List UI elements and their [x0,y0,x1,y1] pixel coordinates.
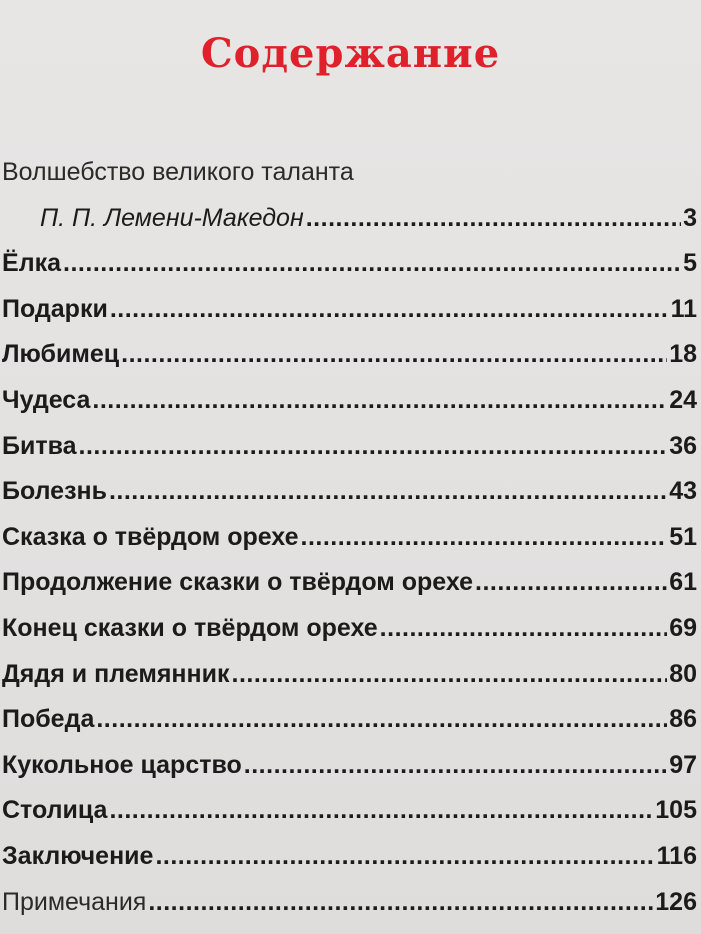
leader-dots [380,614,668,643]
toc-entry[interactable] [0,415,701,461]
toc-entry-label: Битва [2,431,77,460]
toc-entry[interactable] [0,324,701,370]
toc-page-number: 3 [683,203,697,232]
toc-notes[interactable] [0,871,701,917]
toc-entry[interactable] [0,689,701,735]
toc-entry[interactable] [0,552,701,598]
toc-entry[interactable] [0,369,701,415]
toc-page-number: 116 [656,841,697,870]
toc-entry[interactable] [0,461,701,507]
table-of-contents [0,147,701,917]
toc-entry-label: Подарки [2,294,108,323]
toc-entry-label: Болезнь [2,477,107,506]
leader-dots [244,751,667,780]
toc-entry[interactable] [0,780,701,826]
toc-entry-label: Конец сказки о твёрдом орехе [2,613,378,642]
toc-entry[interactable] [0,506,701,552]
toc-intro-heading[interactable] [0,147,701,187]
leader-dots [79,432,668,461]
toc-entry-label: Дядя и племянник [2,659,230,688]
toc-entry[interactable] [0,233,701,279]
leader-dots [109,477,667,506]
leader-dots [110,295,669,324]
toc-entry-label: Заключение [2,841,154,870]
leader-dots [155,842,654,871]
page-title: Содержание [200,30,501,77]
toc-page-number: 80 [669,659,697,688]
toc-entry-label: Чудеса [2,385,91,414]
leader-dots [63,249,681,278]
toc-entry-label: Продолжение сказки о твёрдом орехе [2,568,474,597]
leader-dots [475,568,667,597]
toc-page-number: 97 [669,750,697,779]
toc-entry[interactable] [0,597,701,643]
toc-page-number: 69 [669,613,697,642]
toc-entry[interactable] [0,278,701,324]
leader-dots [121,340,667,369]
toc-page-number: 11 [670,294,697,323]
leader-dots [96,705,667,734]
toc-page-number: 24 [669,385,697,414]
leader-dots [109,796,653,825]
leader-dots [148,888,653,917]
toc-entry[interactable] [0,825,701,871]
toc-page-number: 43 [669,477,697,506]
toc-entry-label: Сказка о твёрдом орехе [2,522,299,551]
toc-entry-label: Победа [2,705,95,734]
toc-entry-label: Любимец [2,340,120,369]
leader-dots [232,660,668,689]
toc-page-number: 61 [669,568,697,597]
toc-entry-label: Кукольное царство [2,750,242,779]
toc-entry[interactable] [0,734,701,780]
toc-intro-heading-label: Волшебство великого таланта [2,158,354,186]
leader-dots [301,523,668,552]
toc-entry-label: Столица [2,796,108,825]
toc-page-number: 5 [683,249,697,278]
toc-page-number: 105 [655,796,697,825]
toc-page-number: 36 [669,431,697,460]
toc-intro-author-label: П. П. Лемени-Македон [40,203,304,232]
toc-page-number: 126 [655,887,697,916]
toc-page-number: 86 [669,705,697,734]
toc-page-number: 51 [669,522,697,551]
toc-notes-label: Примечания [2,887,147,916]
leader-dots [92,386,667,415]
toc-intro-author[interactable] [0,187,701,233]
toc-page-number: 18 [669,340,697,369]
toc-entry[interactable] [0,643,701,689]
toc-entry-label: Ёлка [2,249,62,278]
leader-dots [306,204,681,233]
